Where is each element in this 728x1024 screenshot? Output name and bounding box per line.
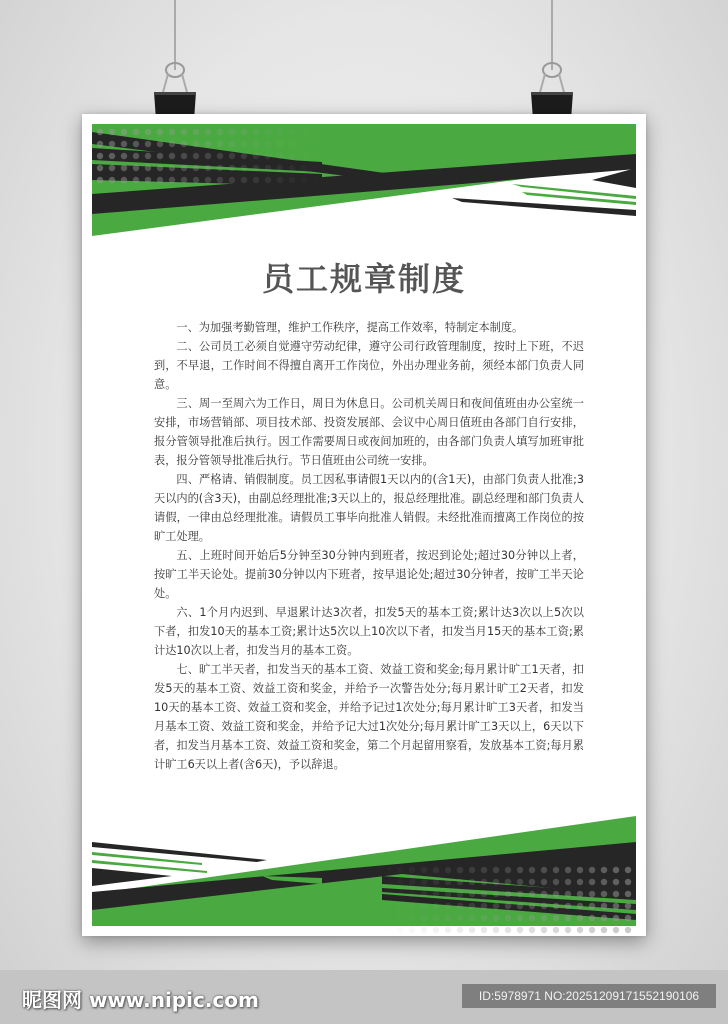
paragraph-6: 六、1个月内迟到、早退累计达3次者，扣发5天的基本工资;累计达3次以上5次以下者，扣发10天的基本工资;累计达5次以上10次以下者，扣发当月15天的基本工资;累计达10次以上者，扣发当月的基本工资。 xyxy=(154,606,584,657)
image-id-badge: ID:5978971 NO:20251209171552190106 xyxy=(462,984,716,1008)
top-decoration xyxy=(82,114,646,244)
paragraph-3: 三、周一至周六为工作日，周日为休息日。公司机关周日和夜间值班由办公室统一安排，市场营销部、项目技术部、投资发展部、会议中心周日值班由各部门自行安排，报分管领导批准后执行。因工作需要周日或夜间加班的，由各部门负责人填写加班审批表，报分管领导批准后执行。节日值班由公司统一安排。 xyxy=(154,397,584,467)
paragraph-7: 七、旷工半天者，扣发当天的基本工资、效益工资和奖金;每月累计旷工1天者，扣发5天的基本工资、效益工资和奖金，并给予一次警告处分;每月累计旷工2天者，扣发10天的基本工资、效益工资和奖金，并给予记过1次处分;每月累计旷工3天者，扣发当月基本工资、效益工资和奖金，并给予记大过1次处分;每月累计旷工3天以上，6天以下者，扣发当月基本工资、效益工资和奖金，第二个月起留用察看，发放基本工资;每月累计旷工6天以上者(含6天)，予以辞退。 xyxy=(154,663,584,771)
paragraph-2: 二、公司员工必须自觉遵守劳动纪律，遵守公司行政管理制度，按时上下班，不迟到，不早退，工作时间不得擅自离开工作岗位，外出办理业务前，须经本部门负责人同意。 xyxy=(154,340,584,391)
watermark-footer xyxy=(0,970,728,1024)
paragraph-1: 一、为加强考勤管理，维护工作秩序，提高工作效率，特制定本制度。 xyxy=(176,321,524,334)
paragraph-5: 五、上班时间开始后5分钟至30分钟内到班者，按迟到论处;超过30分钟以上者，按旷工半天论处。提前30分钟以内下班者，按早退论处;超过30分钟者，按旷工半天论处。 xyxy=(154,549,584,600)
paragraph-4: 四、严格请、销假制度。员工因私事请假1天以内的(含1天)，由部门负责人批准;3天以内的(含3天)，由副总经理批准;3天以上的，报总经理批准。副总经理和部门负责人请假，一律由总经理批准。请假员工事毕向批准人销假。未经批准而擅离工作岗位的按旷工处理。 xyxy=(154,473,584,543)
binder-clip-right-icon xyxy=(527,56,577,120)
site-logo: 昵图网 www.nipic.com xyxy=(22,988,259,1012)
poster xyxy=(82,114,646,936)
binder-clip-left-icon xyxy=(150,56,200,120)
page-title: 员工规章制度 xyxy=(261,260,466,298)
bottom-decoration xyxy=(82,804,646,934)
regulations-body xyxy=(154,318,584,774)
